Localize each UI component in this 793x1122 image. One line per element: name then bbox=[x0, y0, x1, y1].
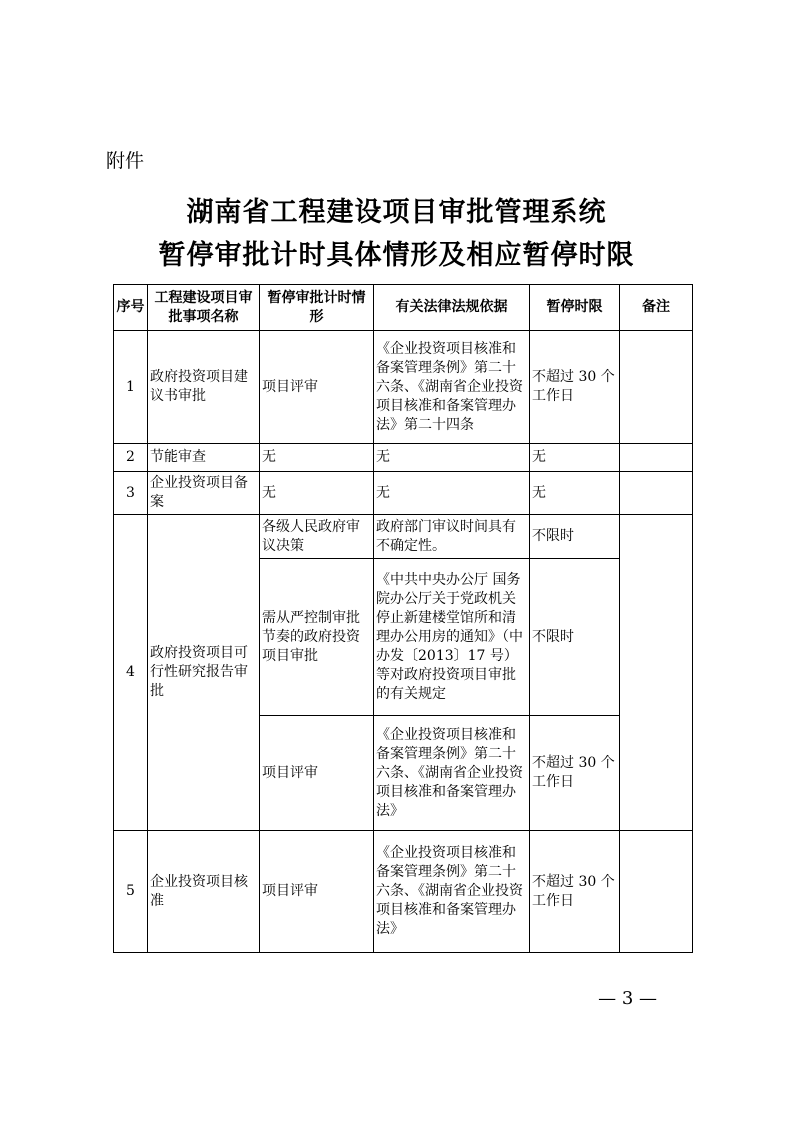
row4c-basis: 《企业投资项目核准和备案管理条例》第二十六条、《湖南省企业投资项目核准和备案管理办法》 bbox=[374, 716, 530, 831]
suspension-table bbox=[113, 284, 693, 953]
row3-note bbox=[620, 472, 693, 515]
row4-item: 政府投资项目可行性研究报告审批 bbox=[148, 515, 260, 831]
row3-situation: 无 bbox=[260, 472, 374, 515]
row4-note bbox=[620, 515, 693, 831]
header-item: 工程建设项目审批事项名称 bbox=[148, 285, 260, 331]
row3-limit: 无 bbox=[530, 472, 620, 515]
row1-item: 政府投资项目建议书审批 bbox=[148, 331, 260, 444]
row1-limit: 不超过 30 个工作日 bbox=[530, 331, 620, 444]
table-row bbox=[114, 331, 693, 444]
header-limit: 暂停时限 bbox=[530, 285, 620, 331]
row3-item: 企业投资项目备案 bbox=[148, 472, 260, 515]
header-basis: 有关法律法规依据 bbox=[374, 285, 530, 331]
header-note: 备注 bbox=[620, 285, 693, 331]
row5-basis: 《企业投资项目核准和备案管理条例》第二十六条、《湖南省企业投资项目核准和备案管理办法》 bbox=[374, 831, 530, 953]
row2-situation: 无 bbox=[260, 444, 374, 472]
row1-note bbox=[620, 331, 693, 444]
attachment-label: 附件 bbox=[106, 150, 145, 172]
row4b-limit: 不限时 bbox=[530, 559, 620, 716]
row3-seq: 3 bbox=[114, 472, 148, 515]
row4a-basis: 政府部门审议时间具有不确定性。 bbox=[374, 515, 530, 559]
row5-item: 企业投资项目核准 bbox=[148, 831, 260, 953]
row4a-limit: 不限时 bbox=[530, 515, 620, 559]
row5-note bbox=[620, 831, 693, 953]
document-title-line-2: 暂停审批计时具体情形及相应暂停时限 bbox=[158, 240, 635, 271]
table-row bbox=[114, 472, 693, 515]
row4c-situation: 项目评审 bbox=[260, 716, 374, 831]
row4c-limit: 不超过 30 个工作日 bbox=[530, 716, 620, 831]
row2-basis: 无 bbox=[374, 444, 530, 472]
row4b-basis: 《中共中央办公厅 国务院办公厅关于党政机关停止新建楼堂馆所和清理办公用房的通知》（中办发〔2013〕17 号）等对政府投资项目审批的有关规定 bbox=[374, 559, 530, 716]
row5-seq: 5 bbox=[114, 831, 148, 953]
row4-seq: 4 bbox=[114, 515, 148, 831]
row2-note bbox=[620, 444, 693, 472]
table-header-row bbox=[114, 285, 693, 331]
row2-limit: 无 bbox=[530, 444, 620, 472]
document-title-line-1: 湖南省工程建设项目审批管理系统 bbox=[186, 197, 607, 228]
row5-situation: 项目评审 bbox=[260, 831, 374, 953]
row1-situation: 项目评审 bbox=[260, 331, 374, 444]
row4b-situation: 需从严控制审批节奏的政府投资项目审批 bbox=[260, 559, 374, 716]
table-row bbox=[114, 444, 693, 472]
row2-seq: 2 bbox=[114, 444, 148, 472]
row1-seq: 1 bbox=[114, 331, 148, 444]
header-situation: 暂停审批计时情形 bbox=[260, 285, 374, 331]
row5-limit: 不超过 30 个工作日 bbox=[530, 831, 620, 953]
row4a-situation: 各级人民政府审议决策 bbox=[260, 515, 374, 559]
table-row bbox=[114, 831, 693, 953]
row2-item: 节能审查 bbox=[148, 444, 260, 472]
row1-basis: 《企业投资项目核准和备案管理条例》第二十六条、《湖南省企业投资项目核准和备案管理办法》第二十四条 bbox=[374, 331, 530, 444]
header-seq: 序号 bbox=[114, 285, 148, 331]
page-number: — 3 — bbox=[598, 988, 657, 1009]
table-row bbox=[114, 515, 693, 559]
row3-basis: 无 bbox=[374, 472, 530, 515]
